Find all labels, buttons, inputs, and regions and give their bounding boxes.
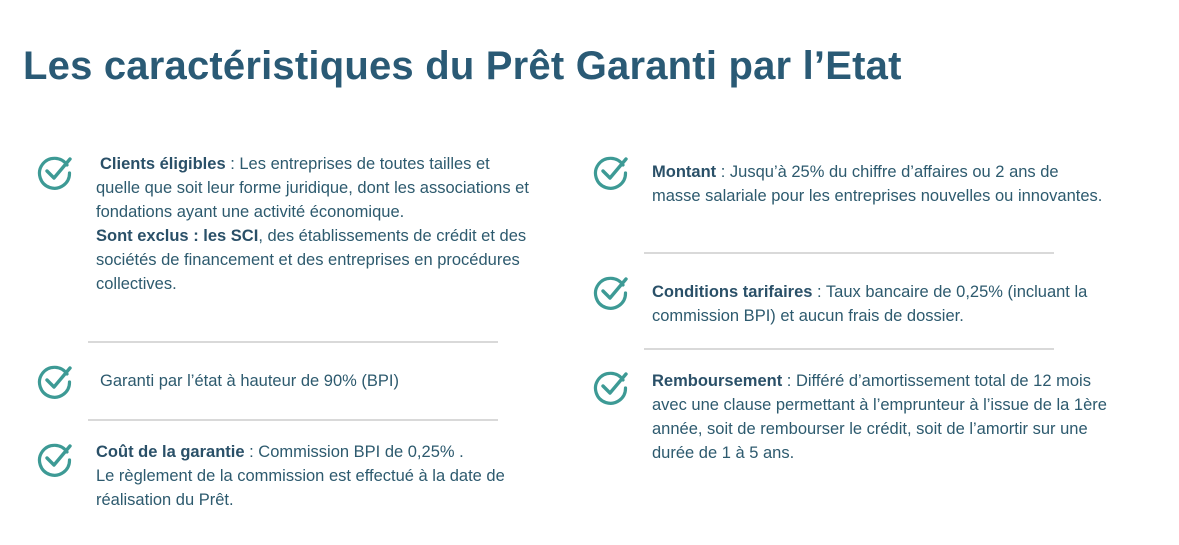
check-icon (36, 362, 74, 400)
divider (644, 348, 1054, 350)
check-icon (36, 153, 74, 191)
cout-garantie-label: Coût de la garantie (96, 443, 245, 461)
remboursement-text (652, 369, 1107, 465)
clients-eligibles-description: : Les entreprises de toutes tailles et quelle que soit leur forme juridique, dont les associations et fondations ayant une activité économique. (96, 155, 529, 221)
montant-text (652, 160, 1107, 208)
conditions-tarifaires-text (652, 280, 1117, 328)
conditions-tarifaires-description: : Taux bancaire de 0,25% (incluant la commission BPI) et aucun frais de dossier. (652, 283, 1088, 325)
check-icon (36, 440, 74, 478)
divider (644, 252, 1054, 254)
garantie-text (100, 369, 540, 393)
remboursement-description: : Différé d’amortissement total de 12 mois avec une clause permettant à l’emprunteur à l’issue de la 1ère année, soit de rembourser le crédit, soit de l’amortir sur une durée de 1 à 5 ans. (652, 372, 1107, 462)
cout-garantie-reglement: Le règlement de la commission est effectué à la date de réalisation du Prêt. (96, 467, 505, 509)
exclusions-description: , des établissements de crédit et des sociétés de financement et des entreprises en procédures collectives. (96, 227, 527, 293)
garantie-description: Garanti par l’état à hauteur de 90% (BPI) (100, 372, 399, 390)
montant-description: : Jusqu’à 25% du chiffre d’affaires ou 2 ans de masse salariale pour les entreprises nouvelles ou innovantes. (652, 163, 1103, 205)
conditions-tarifaires-label: Conditions tarifaires (652, 283, 813, 301)
check-icon (592, 153, 630, 191)
montant-label: Montant (652, 163, 717, 181)
cout-garantie-description: : Commission BPI de 0,25% . (244, 443, 464, 461)
clients-eligibles-label: Clients éligibles (100, 155, 226, 173)
divider (88, 419, 498, 421)
check-icon (592, 273, 630, 311)
exclusions-label: Sont exclus : les SCI (96, 227, 259, 245)
remboursement-label: Remboursement (652, 372, 783, 390)
page-title: Les caractéristiques du Prêt Garanti par l’Etat (23, 44, 902, 88)
divider (88, 341, 498, 343)
check-icon (592, 368, 630, 406)
clients-eligibles-text (96, 152, 536, 296)
cout-garantie-text (96, 440, 541, 512)
